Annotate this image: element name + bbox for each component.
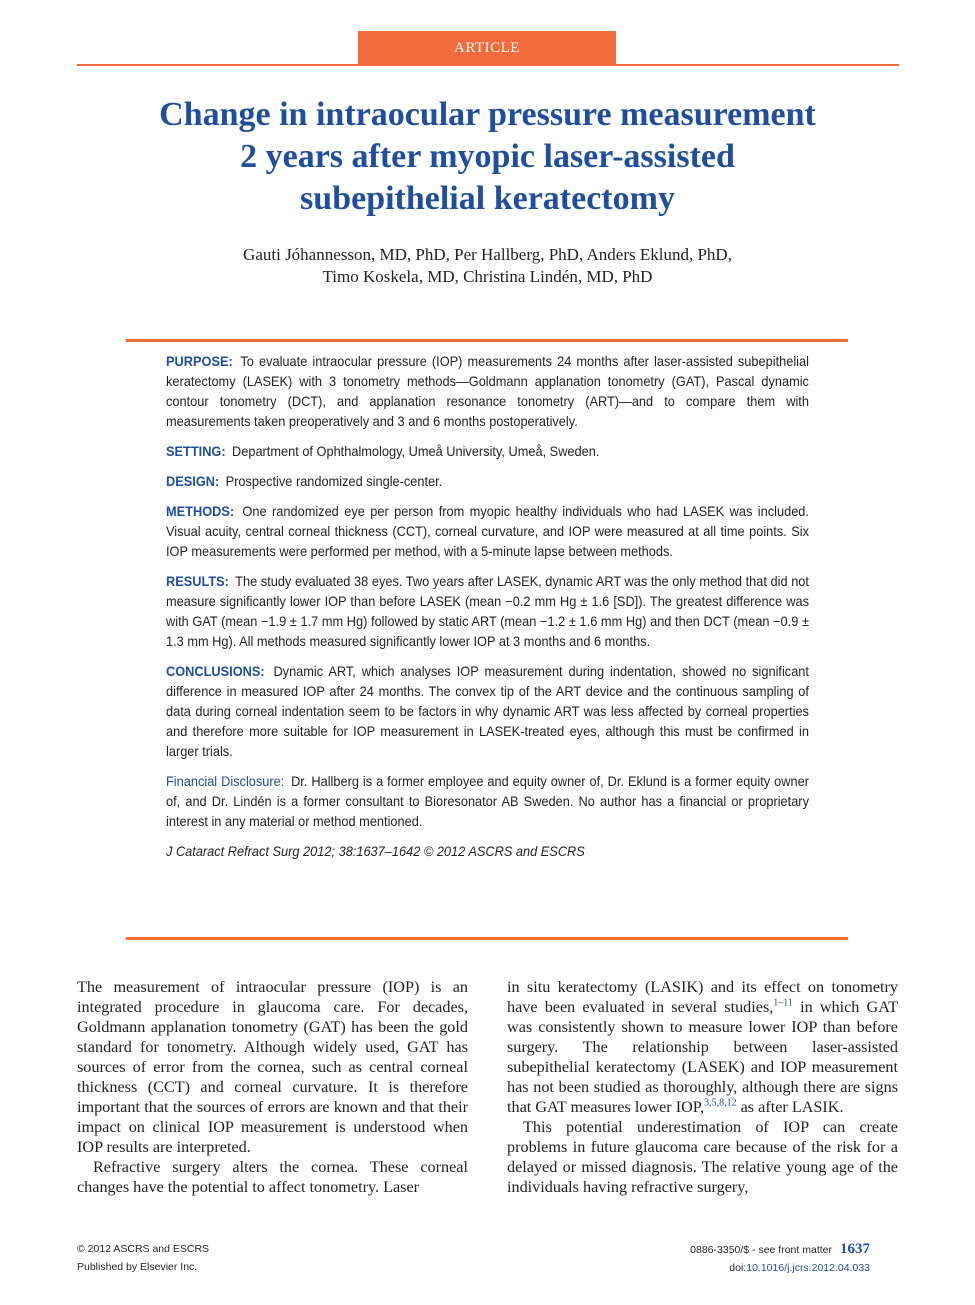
doi-link[interactable]: 10.1016/j.jcrs.2012.04.033 [746,1262,870,1274]
abstract-setting [166,442,809,462]
results-text: The study evaluated 38 eyes. Two years after LASEK, dynamic ART was the only method that did not measure significantly lower IOP than before LASEK (mean −0.2 mm Hg ± 1.6 [SD]). The greatest difference was with GAT (mean −1.9 ± 1.7 mm Hg) followed by static ART (mean −1.2 ± 1.6 mm Hg) and then DCT (mean −0.9 ± 1.3 mm Hg). All methods measured significantly lower IOP at 3 months and 6 months. [166,574,809,649]
abstract-top-rule [126,339,848,342]
body-paragraph: The measurement of intraocular pressure (IOP) is an integrated procedure in glaucoma care. For decades, Goldmann applanation tonometry (GAT) has been the gold standard for tonometry. Although widely used, GAT has sources of error from the cornea, such as central corneal thickness (CCT) and corneal curvature. It is therefore important that the sources of errors are known and that their impact on clinical IOP measurement is understood when IOP results are interpreted. [77,978,468,1156]
doi-prefix: doi: [729,1262,747,1274]
disclosure-label: Financial Disclosure: [166,774,285,789]
doi-line [690,1259,870,1277]
design-label: DESIGN: [166,474,220,489]
body-paragraph [507,977,898,1117]
journal-citation: J Cataract Refract Surg 2012; 38:1637–1642 © 2012 ASCRS and ESCRS [166,844,585,859]
abstract-bottom-rule [126,937,848,940]
conclusions-label: CONCLUSIONS: [166,664,265,679]
authors-line-1: Gauti Jóhannesson, MD, PhD, Per Hallberg, PhD, Anders Eklund, PhD, [243,245,732,264]
author-list [80,244,895,288]
design-text: Prospective randomized single-center. [225,474,443,489]
issn-line [690,1240,870,1259]
setting-text: Department of Ophthalmology, Umeå University, Umeå, Sweden. [232,444,600,459]
abstract [166,352,809,872]
setting-label: SETTING: [166,444,226,459]
reference-link[interactable]: 3,5,8,12 [704,1097,737,1109]
body-text: in situ keratectomy (LASIK) and its effect on tonometry have been evaluated in several studies, [507,978,898,1016]
purpose-label: PURPOSE: [166,354,233,369]
page-number: 1637 [840,1241,870,1257]
results-label: RESULTS: [166,574,229,589]
conclusions-text: Dynamic ART, which analyses IOP measurement during indentation, showed no significant difference in measured IOP after 24 months. The convex tip of the ART device and the continuous sampling of data during corneal indentation seem to be factors in why dynamic ART was less affected by corneal properties and therefore more suitable for IOP measurement in LASEK-treated eyes, although this must be confirmed in larger trials. [166,664,809,759]
footer-right [690,1240,870,1277]
header-rule [77,64,899,66]
title-line-1: Change in intraocular pressure measurement [159,96,816,133]
abstract-methods [166,502,809,562]
body-text: as after LASIK. [736,1098,844,1116]
title-line-3: subepithelial keratectomy [300,180,675,217]
copyright-text: © 2012 ASCRS and ESCRS [77,1243,210,1255]
body-paragraph: Refractive surgery alters the cornea. These corneal changes have the potential to affect tonometry. Laser [77,1158,468,1196]
authors-line-2: Timo Koskela, MD, Christina Lindén, MD, PhD [322,267,653,286]
issn-text: 0886-3350/$ - see front matter [690,1244,832,1256]
title-line-2: 2 years after myopic laser-assisted [240,138,735,175]
body-paragraph: This potential underestimation of IOP can create problems in future glaucoma care because of the risk for a delayed or missed diagnosis. The relative young age of the individuals having refractive surgery, [507,1118,898,1196]
body-text: in which GAT was consistently shown to measure lower IOP than before surgery. The relationship between laser-assisted subepithelial keratectomy (LASEK) and IOP measurement has not been studied as thoroughly, although there are signs that GAT measures lower IOP, [507,998,898,1116]
publisher-text: Published by Elsevier Inc. [77,1261,198,1273]
reference-link[interactable]: 1–11 [773,997,793,1009]
methods-label: METHODS: [166,504,235,519]
abstract-purpose [166,352,809,432]
body-column-right [507,977,898,1197]
article-type-tab: ARTICLE [358,31,616,66]
abstract-conclusions [166,662,809,762]
disclosure-text: Dr. Hallberg is a former employee and equity owner of, Dr. Eklund is a former equity owner of, and Dr. Lindén is a former consultant to Bioresonator AB Sweden. No author has a financial or proprietary interest in any material or method mentioned. [166,774,809,829]
body-column-left [77,977,468,1197]
footer-left [77,1240,209,1276]
article-title [80,94,895,220]
abstract-disclosure [166,772,809,832]
abstract-design [166,472,809,492]
methods-text: One randomized eye per person from myopic healthy individuals who had LASEK was included. Visual acuity, central corneal thickness (CCT), corneal curvature, and IOP were measured at all time points. Six IOP measurements were performed per method, with a 5-minute lapse between methods. [166,504,809,559]
abstract-results [166,572,809,652]
purpose-text: To evaluate intraocular pressure (IOP) measurements 24 months after laser-assisted subepithelial keratectomy (LASEK) with 3 tonometry methods—Goldmann applanation tonometry (GAT), Pascal dynamic contour tonometry (DCT), and applanation resonance tonometry (ART)—and to compare them with measurements taken preoperatively and 3 and 6 months postoperatively. [166,354,809,429]
